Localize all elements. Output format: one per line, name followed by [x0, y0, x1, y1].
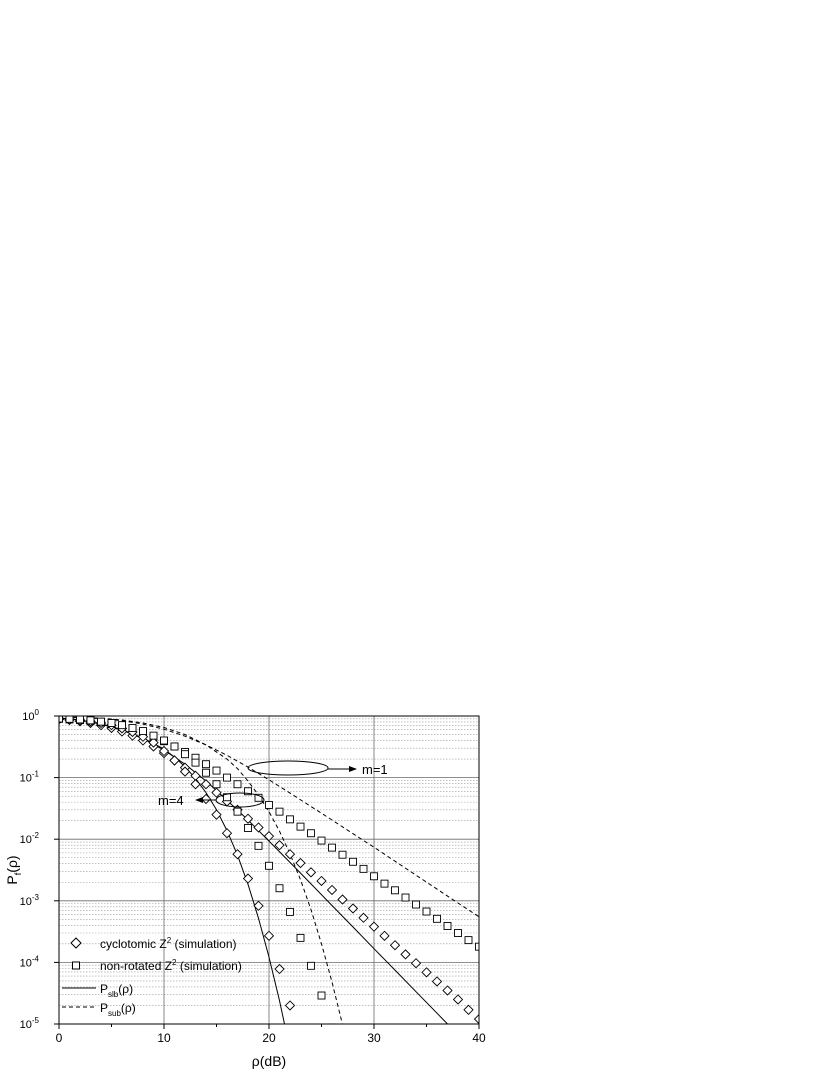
square-point — [297, 823, 304, 830]
svg-text:Pf(ρ): $P_f(\rho)$ — [4, 855, 23, 885]
y-tick-label: $10^{-1}$ — [19, 769, 39, 785]
square-point — [276, 808, 283, 815]
square-point — [203, 761, 210, 768]
x-tick-label: 10 — [157, 1031, 171, 1045]
square-point — [108, 719, 115, 726]
square-point — [77, 716, 84, 723]
square-point — [402, 894, 409, 901]
square-point — [392, 887, 399, 894]
square-point — [287, 908, 294, 915]
square-point — [455, 930, 462, 937]
square-point — [350, 858, 357, 865]
square-point — [192, 759, 199, 766]
x-tick-label: 30 — [367, 1031, 381, 1045]
square-point — [329, 1024, 336, 1031]
square-point — [213, 781, 220, 788]
square-point — [129, 724, 136, 731]
square-point — [203, 769, 210, 776]
square-point — [444, 922, 451, 929]
legend-label-pslb: $P_{slb}(\rho)$ — [100, 982, 134, 999]
square-point — [381, 880, 388, 887]
square-point — [276, 885, 283, 892]
square-point — [413, 901, 420, 908]
square-point — [150, 732, 157, 739]
square-point — [423, 908, 430, 915]
square-point — [224, 774, 231, 781]
x-tick-label: 40 — [472, 1031, 486, 1045]
square-point — [245, 824, 252, 831]
square-point — [318, 992, 325, 999]
legend-label-psub: $P_{sub}(\rho)$ — [100, 1001, 136, 1018]
square-point — [266, 801, 273, 808]
x-tick-labels — [56, 1031, 486, 1045]
y-tick-label: $10^{-3}$ — [19, 892, 39, 908]
square-point — [287, 816, 294, 823]
x-tick-label: 0 — [55, 1031, 63, 1045]
square-point — [360, 865, 367, 872]
y-tick-label: $10^{-5}$ — [19, 1016, 39, 1031]
square-point — [98, 718, 105, 725]
square-point — [161, 737, 168, 744]
square-point — [140, 728, 147, 735]
square-point — [297, 934, 304, 941]
square-point — [329, 844, 336, 851]
x-axis-title: ρ(dB) — [251, 1053, 287, 1069]
legend-label-non-rotated: non-rotated $Z^2$ (simulation) — [100, 958, 242, 973]
x-tick-label: 20 — [262, 1031, 276, 1045]
square-point — [308, 830, 315, 837]
y-axis-title — [4, 855, 23, 884]
square-point — [318, 837, 325, 844]
square-point — [434, 915, 441, 922]
square-point — [339, 851, 346, 858]
square-point — [213, 767, 220, 774]
square-point — [266, 862, 273, 869]
square-point — [465, 937, 472, 944]
y-tick-label: $10^0$ — [22, 708, 39, 723]
square-point — [234, 808, 241, 815]
y-tick-label: $10^{-2}$ — [19, 831, 39, 847]
y-tick-labels — [20, 708, 40, 1031]
annotation-m1-label: m=1 — [362, 762, 388, 777]
legend-square-icon — [73, 962, 80, 969]
square-point — [119, 722, 126, 729]
diamond-point — [296, 1040, 305, 1049]
y-tick-label: $10^{-4}$ — [19, 954, 39, 970]
square-point — [255, 842, 262, 849]
annotation-m4-label: m=4 — [158, 793, 184, 808]
square-point — [308, 962, 315, 969]
square-point — [234, 781, 241, 788]
square-point — [87, 717, 94, 724]
square-point — [371, 873, 378, 880]
square-point — [171, 743, 178, 750]
square-point — [182, 751, 189, 758]
legend-label-cyclotomic: cyclotomic $Z^2$ (simulation) — [100, 936, 237, 951]
